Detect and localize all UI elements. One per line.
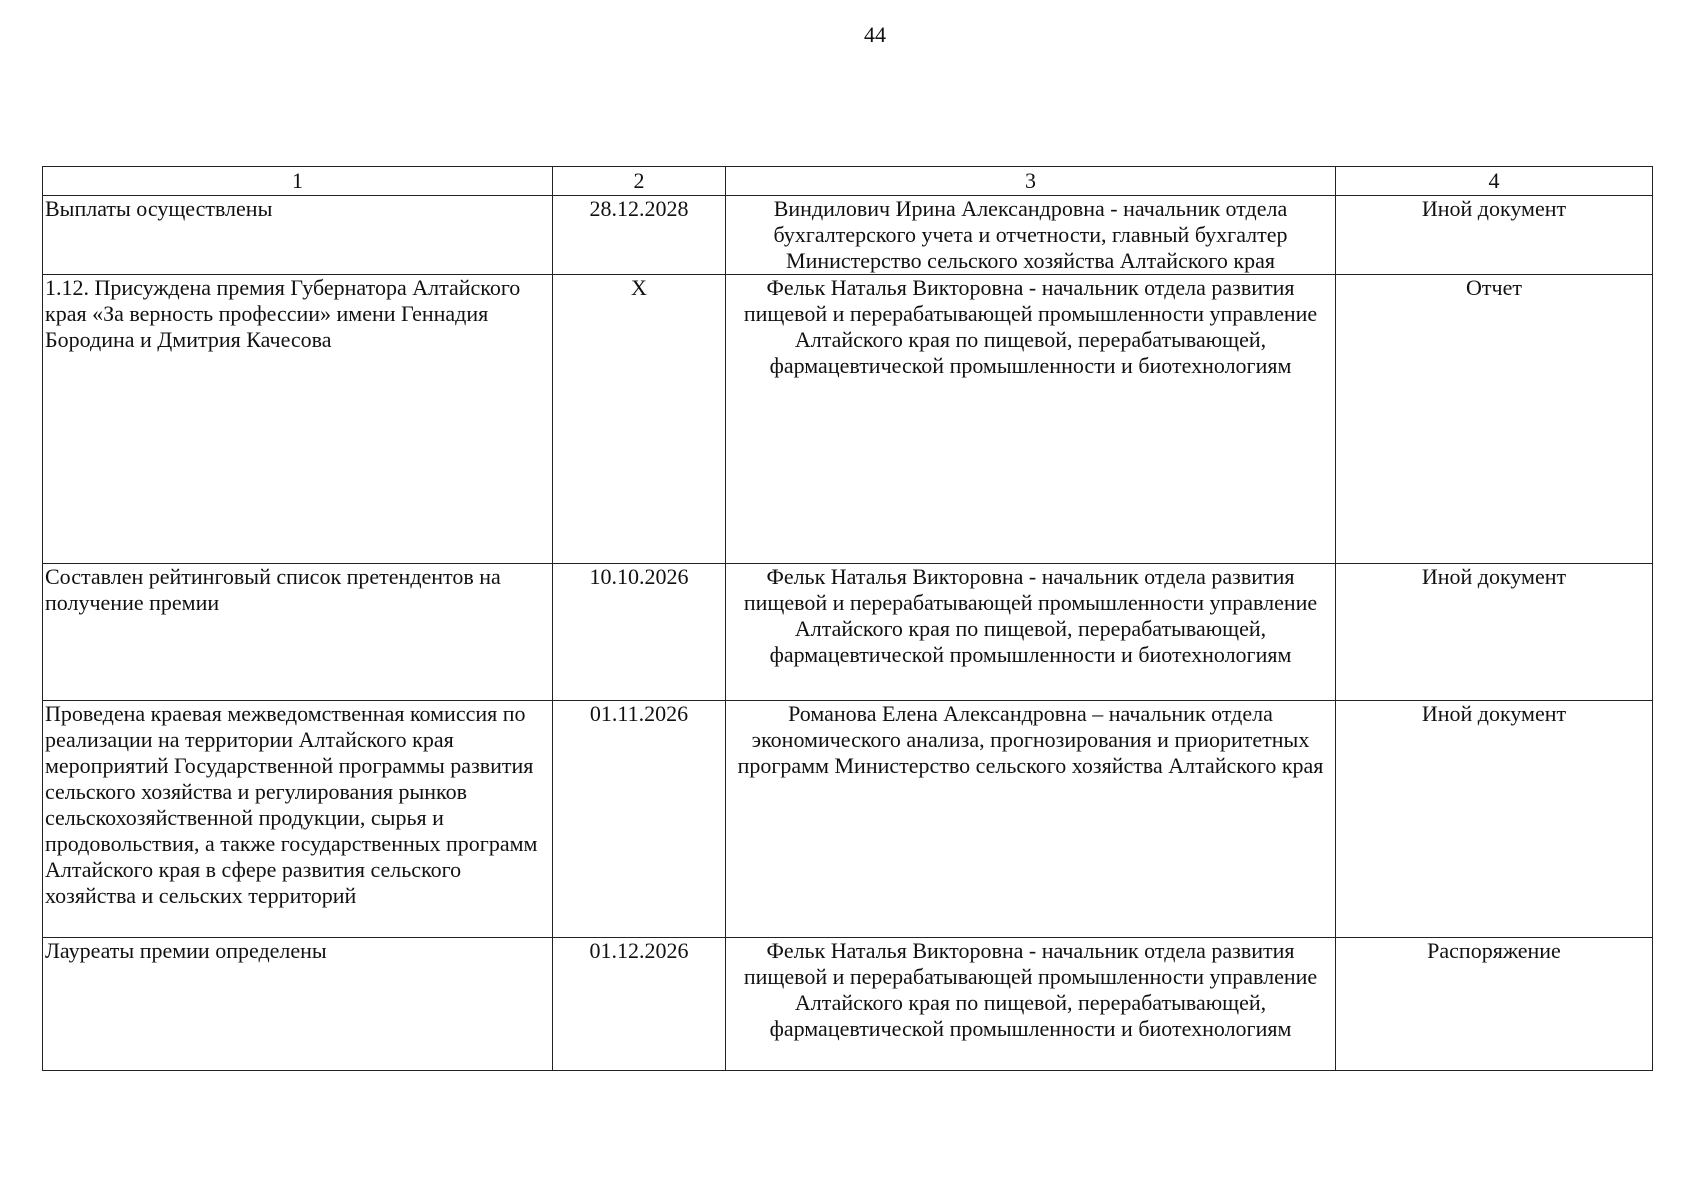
cell-responsible: Фельк Наталья Викторовна - начальник отдела развития пищевой и перерабатывающей промышленности управление Алтайского края по пищевой, перерабатывающей, фармацевтической промышленности и биотехнологиям <box>726 564 1336 701</box>
header-col-4: 4 <box>1336 167 1653 196</box>
cell-document-type: Иной документ <box>1336 564 1653 701</box>
cell-date: X <box>553 275 726 564</box>
cell-responsible: Фельк Наталья Викторовна - начальник отдела развития пищевой и перерабатывающей промышленности управление Алтайского края по пищевой, перерабатывающей, фармацевтической промышленности и биотехнологиям <box>726 938 1336 1071</box>
cell-description: Выплаты осуществлены <box>43 196 553 275</box>
table-row <box>43 701 1653 938</box>
page-number: 44 <box>864 22 886 47</box>
header-row <box>43 167 1653 196</box>
cell-date: 28.12.2028 <box>553 196 726 275</box>
cell-responsible: Фельк Наталья Викторовна - начальник отдела развития пищевой и перерабатывающей промышленности управление Алтайского края по пищевой, перерабатывающей, фармацевтической промышленности и биотехнологиям <box>726 275 1336 564</box>
cell-description: Составлен рейтинговый список претендентов на получение премии <box>43 564 553 701</box>
table-row <box>43 564 1653 701</box>
plan-table <box>42 166 1653 1071</box>
cell-document-type: Иной документ <box>1336 196 1653 275</box>
cell-document-type: Иной документ <box>1336 701 1653 938</box>
table-row <box>43 196 1653 275</box>
cell-document-type: Отчет <box>1336 275 1653 564</box>
cell-date: 01.11.2026 <box>553 701 726 938</box>
cell-responsible: Виндилович Ирина Александровна - начальник отдела бухгалтерского учета и отчетности, главный бухгалтер Министерство сельского хозяйства Алтайского края <box>726 196 1336 275</box>
cell-description: Лауреаты премии определены <box>43 938 553 1071</box>
table-row <box>43 938 1653 1071</box>
cell-description: 1.12. Присуждена премия Губернатора Алтайского края «За верность профессии» имени Геннадия Бородина и Дмитрия Качесова <box>43 275 553 564</box>
cell-description: Проведена краевая межведомственная комиссия по реализации на территории Алтайского края мероприятий Государственной программы развития сельского хозяйства и регулирования рынков сельскохозяйственной продукции, сырья и продовольствия, а также государственных программ Алтайского края в сфере развития сельского хозяйства и сельских территорий <box>43 701 553 938</box>
header-col-3: 3 <box>726 167 1336 196</box>
cell-date: 10.10.2026 <box>553 564 726 701</box>
header-col-2: 2 <box>553 167 726 196</box>
cell-date: 01.12.2026 <box>553 938 726 1071</box>
cell-responsible: Романова Елена Александровна – начальник отдела экономического анализа, прогнозирования и приоритетных программ Министерство сельского хозяйства Алтайского края <box>726 701 1336 938</box>
table-row <box>43 275 1653 564</box>
cell-document-type: Распоряжение <box>1336 938 1653 1071</box>
header-col-1: 1 <box>43 167 553 196</box>
